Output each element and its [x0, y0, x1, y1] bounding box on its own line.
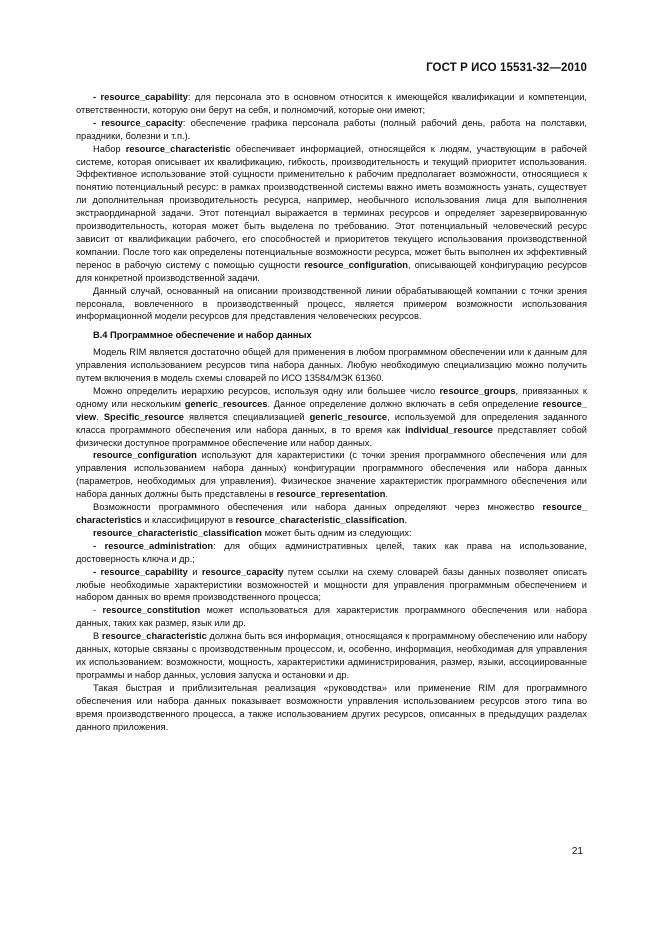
term: generic_resource — [309, 411, 388, 422]
term: resource_representation — [276, 489, 386, 500]
term: resource_characteristic_classification — [235, 515, 405, 525]
page-number: 21 — [571, 846, 583, 857]
text-run: Модель RIM является достаточно общей для применения в любом программном обеспечении или к данным для управления использованием ресурсов типа набора данных. Любую необходимую специализацию можно получить путем включения в модель схемы словарей по ИСО 13584/МЭК 61360. — [76, 347, 587, 384]
body-text — [76, 91, 587, 733]
text-run: может быть одним из следующих: — [262, 527, 412, 538]
text-run: . — [385, 489, 389, 500]
section-heading — [76, 329, 587, 342]
term: resource_characteristic — [125, 143, 231, 154]
term: resource_ view — [76, 398, 587, 422]
paragraph — [76, 630, 587, 682]
text-run: В — [93, 631, 102, 642]
text-run: Набор — [93, 143, 126, 154]
paragraph — [76, 682, 587, 734]
text-run: . Данное определение должно включать в себя определение — [267, 398, 543, 409]
paragraph — [76, 346, 587, 385]
text-run: и классифицируют в — [141, 515, 236, 525]
term: resource_capacity — [201, 566, 284, 577]
term: resource_constitution — [102, 605, 201, 616]
text-run: Можно определить иерархию ресурсов, используя одну или большее число — [93, 385, 440, 396]
paragraph — [76, 117, 587, 143]
term: resource_characteristic — [101, 631, 207, 642]
text-run: путем ссылки на схему словарей базы данных позволяет описать любые необходимые характеристики возможностей и мощности для управления программным обеспечением и набором данных во время производственного процесса; — [76, 566, 588, 603]
paragraph — [76, 540, 587, 566]
text-run: . — [96, 411, 104, 422]
text-run: - — [93, 605, 103, 616]
text-run: используют для характеристики (с точки зрения программного обеспечения или для управления использованием набора данных) конфигурации программного обеспечения или набора данных (параметров, необходимых для управления). Физическое значение характеристик программного обеспечения или набора данных должны быть представлены в — [76, 450, 587, 500]
term: resource_characteristic_classification — [93, 527, 262, 538]
paragraph — [76, 91, 587, 117]
term: resource_groups — [439, 385, 516, 396]
paragraph — [76, 501, 587, 527]
text-run: Данный случай, основанный на описании производственной линии обрабатывающей компании с точки зрения персонала, вовлеченного в производственный процесс, является примером возможности использования информационной модели ресурсов для представления человеческих ресурсов. — [76, 285, 587, 322]
text-run: Такая быстрая и приблизительная реализация «руководства» или применение RIM для программного обеспечения или набора данных показывает возможности управления использованием ресурсов этого типа во время производственного процесса, а также использованием других ресурсов, описанных в предыдущих разделах данного приложения. — [76, 682, 587, 732]
term: Specific_resource — [103, 411, 184, 422]
text-run: может использоваться для характеристик программного обеспечения или набора данных, таких как размер, язык или др. — [76, 605, 587, 629]
text-run: и — [187, 566, 202, 577]
text-run: : для персонала это в основном относится к имеющейся квалификации и компетенции, ответственности, которую они берут на себя, и полномочий, которые они имеют; — [76, 92, 587, 115]
term: resource_ characteristics — [76, 502, 587, 525]
text-run: : обеспечение графика персонала работы (полный рабочий день, работа на полставки, праздники, болезни и т.п.). — [76, 117, 587, 141]
text-run: , привязанных к одному или нескольким — [76, 385, 587, 409]
text-run: представляет собой физически доступное программное обеспечение или набор данных. — [76, 424, 587, 448]
term: - resource_administration — [93, 540, 214, 551]
paragraph — [76, 449, 587, 501]
term: - resource_capability — [93, 566, 188, 577]
term: individual_resource — [405, 424, 493, 435]
document-code-header: ГОСТ Р ИСО 15531-32—2010 — [426, 62, 587, 74]
text-run: Возможности программного обеспечения или набора данных определяют через множество — [93, 502, 543, 513]
text-run: , описывающей конфигурацию ресурсов для конкретной производственной задачи. — [76, 259, 587, 283]
term: - resource_capability — [93, 92, 188, 102]
paragraph — [76, 527, 587, 540]
text-run: . — [404, 515, 408, 525]
paragraph — [76, 604, 587, 630]
paragraph — [76, 143, 587, 285]
paragraph — [76, 285, 587, 324]
term: resource_configuration — [304, 259, 408, 270]
term: - resource_capacity — [93, 117, 183, 128]
text-run: должна быть вся информация, относящаяся к программному обеспечению или набору данных, которые связаны с производственным процессом, и, особенно, информация, необходимая для управления их использованием: возможности, мощность, характеристики администрирования, размер, языки, ассоциированные программы и набор данных, условия запуска и остановки и др. — [76, 631, 587, 680]
term: resource_configuration — [93, 450, 197, 461]
text-run: , используемой для определения заданного класса программного обеспечения или набора данных, в то время как — [76, 411, 588, 435]
paragraph — [76, 566, 587, 605]
term: generic_resources — [184, 398, 268, 409]
text-run: : для общих административных целей, таких как права на использование, достоверность ключа и др.; — [76, 540, 587, 564]
heading-text: В.4 Программное обеспечение и набор данных — [93, 330, 312, 341]
text-run: является специализацией — [183, 411, 310, 422]
paragraph — [76, 385, 587, 450]
text-run: обеспечивает информацией, относящейся к людям, участвующим в рабочей системе, которая описывает их квалификацию, гибкость, производительность и текущий приоритет использования. Эффективное использование этой сущности применительно к рабочим предполагает возможности, относящиеся к понятию потенциальный ресурс: в рамках производственной системы важно иметь возможность узнать, существует ли дополнительная производительность ресурса, например, необычного использования лица для выполнения экстраординарной задачи. Этот потенциал выражается в терминах ресурсов и определяет зарезервированную производительность, которая может быть выделена по требованию. Этот потенциальный человеческий ресурс зависит от квалификации рабочего, его способностей и приоритетов текущего использования производственной компании. После того как определены потенциальные возможности ресурса, может быть выполнен их эффективный перенос в рабочую систему с помощью сущности — [76, 143, 587, 270]
